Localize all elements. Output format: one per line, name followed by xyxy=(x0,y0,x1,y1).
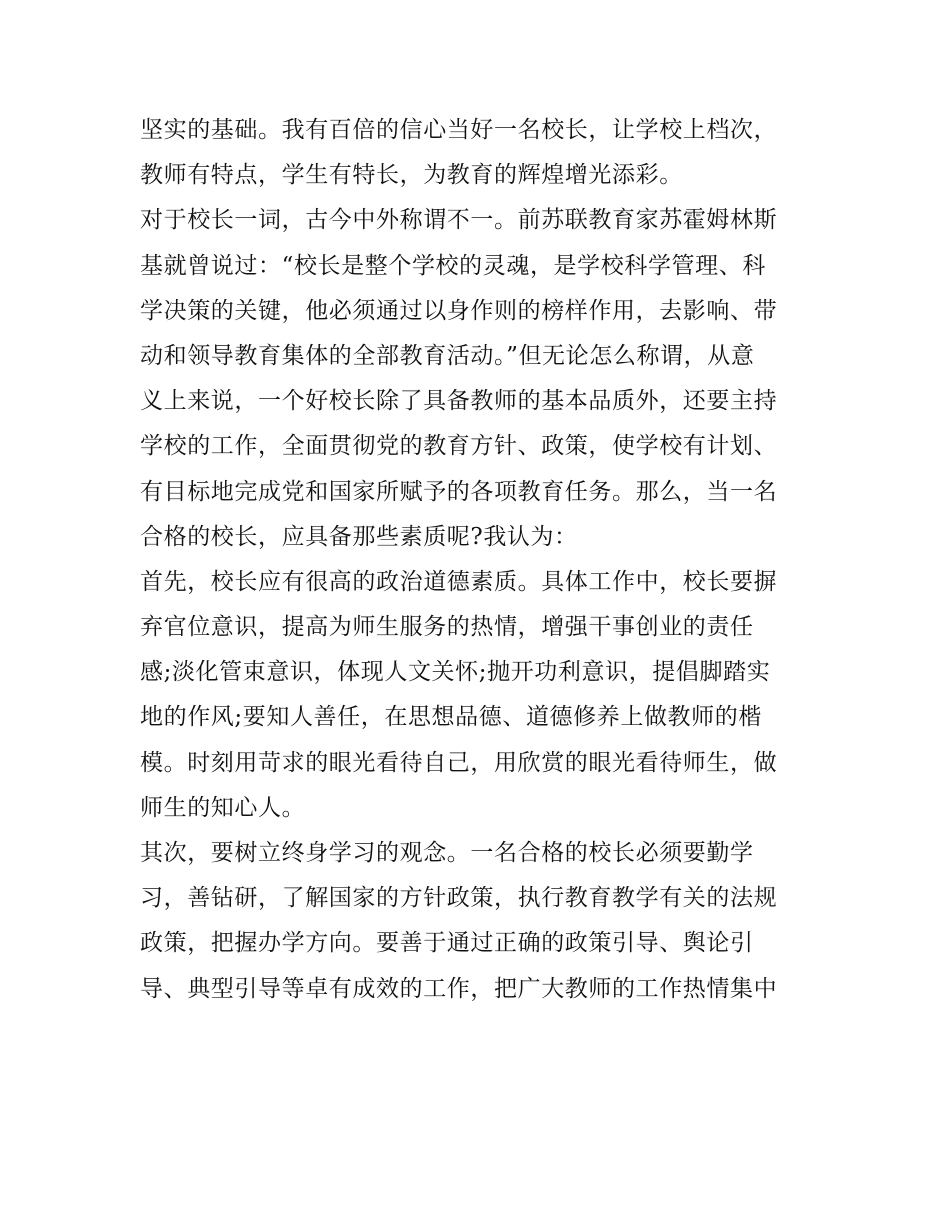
text-line: 合格的校长，应具备那些素质呢?我认为： xyxy=(140,523,578,550)
text-line: 地的作风;要知人善任，在思想品德、道德修养上做教师的楷 xyxy=(140,704,762,731)
text-line: 其次，要树立终身学习的观念。一名合格的校长必须要勤学 xyxy=(140,840,754,866)
text-line: 弃官位意识，提高为师生服务的热情，增强干事创业的责任 xyxy=(140,614,754,641)
text-line: 模。时刻用苛求的眼光看待自己，用欣赏的眼光看待师生，做 xyxy=(140,749,778,776)
text-line: 习，善钻研，了解国家的方针政策，执行教育教学有关的法规 xyxy=(140,885,778,912)
text-line: 有目标地完成党和国家所赋予的各项教育任务。那么，当一名 xyxy=(140,478,778,505)
text-line: 学校的工作，全面贯彻党的教育方针、政策，使学校有计划、 xyxy=(140,433,778,460)
text-line: 对于校长一词，古今中外称谓不一。前苏联教育家苏霍姆林斯 xyxy=(140,207,778,234)
text-line: 义上来说，一个好校长除了具备教师的基本品质外，还要主持 xyxy=(140,388,778,415)
text-line: 政策，把握办学方向。要善于通过正确的政策引导、舆论引 xyxy=(140,930,754,957)
text-line: 导、典型引导等卓有成效的工作，把广大教师的工作热情集中 xyxy=(140,975,778,1002)
text-line: 感;淡化管束意识，体现人文关怀;抛开功利意识，提倡脚踏实 xyxy=(140,659,771,686)
text-line: 师生的知心人。 xyxy=(140,794,306,821)
text-line: 首先，校长应有很高的政治道德素质。具体工作中，校长要摒 xyxy=(140,568,778,595)
text-line: 学决策的关键，他必须通过以身作则的榜样作用，去影响、带 xyxy=(140,297,778,324)
body-text xyxy=(140,108,830,1012)
text-line: 基就曾说过：“校长是整个学校的灵魂，是学校科学管理、科 xyxy=(140,252,766,279)
text-line: 教师有特点，学生有特长，为教育的辉煌增光添彩。 xyxy=(140,162,683,189)
text-line: 坚实的基础。我有百倍的信心当好一名校长，让学校上档次， xyxy=(140,117,778,143)
text-line: 动和领导教育集体的全部教育活动。”但无论怎么称谓，从意 xyxy=(140,342,755,369)
